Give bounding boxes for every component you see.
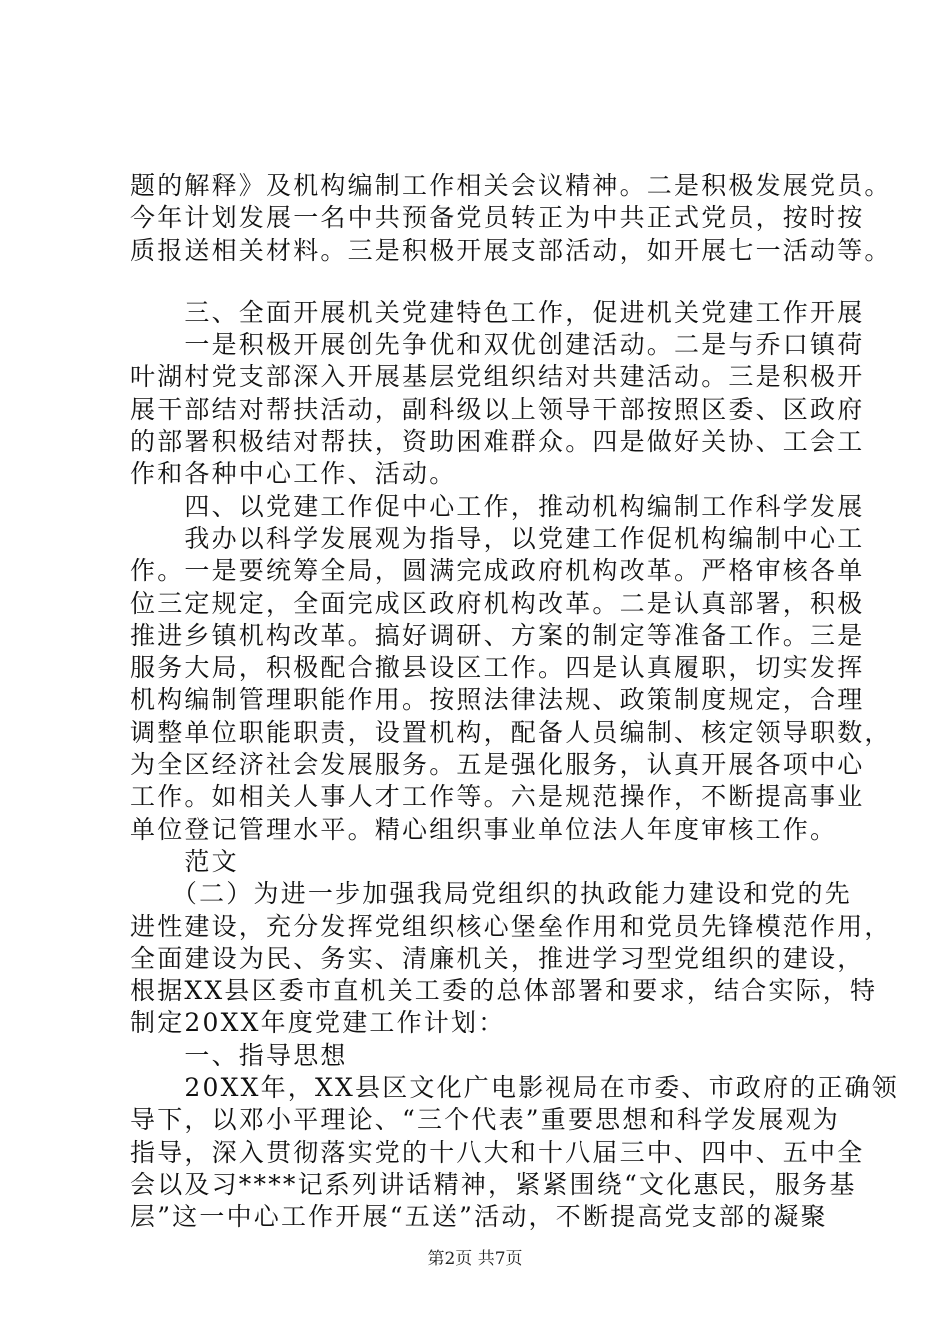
page-number-footer: 第2页 共7页 bbox=[427, 1249, 523, 1269]
text-line: 进性建设，充分发挥党组织核心堡垒作用和党员先锋模范作用， bbox=[130, 911, 892, 941]
text-line: 全面建设为民、务实、清廉机关，推进学习型党组织的建设， bbox=[130, 943, 865, 973]
text-line: 质报送相关材料。三是积极开展支部活动，如开展七一活动等。 bbox=[130, 235, 892, 265]
text-line: 工作。如相关人事人才工作等。六是规范操作，不断提高事业 bbox=[130, 782, 865, 812]
text-line: 服务大局，积极配合撤县设区工作。四是认真履职，切实发挥 bbox=[130, 653, 865, 683]
text-line: 单位登记管理水平。精心组织事业单位法人年度审核工作。 bbox=[130, 814, 838, 844]
text-line: 今年计划发展一名中共预备党员转正为中共正式党员，按时按 bbox=[130, 203, 865, 233]
text-line: 制定20XX年度党建工作计划： bbox=[130, 1008, 506, 1038]
text-line: 展干部结对帮扶活动，副科级以上领导干部按照区委、区政府 bbox=[130, 394, 865, 424]
text-line: 位三定规定，全面完成区政府机构改革。二是认真部署，积极 bbox=[130, 588, 865, 618]
fanwen-label: 范文 bbox=[130, 846, 239, 876]
document-body bbox=[130, 170, 900, 1234]
section-heading-guiding-thought: 一、指导思想 bbox=[130, 1040, 348, 1070]
text-line: 叶湖村党支部深入开展基层党组织结对共建活动。三是积极开 bbox=[130, 362, 865, 392]
text-line: 一是积极开展创先争优和双优创建活动。二是与乔口镇荷 bbox=[130, 330, 865, 360]
text-line: 为全区经济社会发展服务。五是强化服务，认真开展各项中心 bbox=[130, 750, 865, 780]
section-heading-3: 三、全面开展机关党建特色工作，促进机关党建工作开展 bbox=[130, 297, 865, 327]
text-line: 我办以科学发展观为指导，以党建工作促机构编制中心工 bbox=[130, 523, 865, 553]
text-line: 作。一是要统筹全局，圆满完成政府机构改革。严格审核各单 bbox=[130, 556, 865, 586]
text-line: 调整单位职能职责，设置机构，配备人员编制、核定领导职数， bbox=[130, 717, 892, 747]
text-line: 推进乡镇机构改革。搞好调研、方案的制定等准备工作。三是 bbox=[130, 620, 865, 650]
section-heading-4: 四、以党建工作促中心工作，推动机构编制工作科学发展 bbox=[130, 491, 865, 521]
text-line: 层”这一中心工作开展“五送”活动，不断提高党支部的凝聚 bbox=[130, 1202, 828, 1232]
text-line: （二）为进一步加强我局党组织的执政能力建设和党的先 bbox=[130, 879, 852, 909]
paragraph-block-2 bbox=[130, 297, 900, 1234]
text-line: 根据XX县区委市直机关工委的总体部署和要求，结合实际，特 bbox=[130, 976, 878, 1006]
paragraph-gap bbox=[130, 267, 850, 297]
text-line: 的部署积极结对帮扶，资助困难群众。四是做好关协、工会工 bbox=[130, 427, 865, 457]
text-line: 题的解释》及机构编制工作相关会议精神。二是积极发展党员。 bbox=[130, 171, 892, 200]
text-line: 会以及习****记系列讲话精神，紧紧围绕“文化惠民，服务基 bbox=[130, 1169, 857, 1199]
text-line: 机构编制管理职能作用。按照法律法规、政策制度规定，合理 bbox=[130, 685, 865, 715]
text-line: 导下，以邓小平理论、“三个代表”重要思想和科学发展观为 bbox=[130, 1105, 840, 1135]
text-line: 指导，深入贯彻落实党的十八大和十八届三中、四中、五中全 bbox=[130, 1137, 865, 1167]
text-line: 20XX年，XX县区文化广电影视局在市委、市政府的正确领 bbox=[130, 1073, 900, 1103]
paragraph-block-1 bbox=[130, 170, 892, 267]
text-line: 作和各种中心工作、活动。 bbox=[130, 459, 457, 489]
